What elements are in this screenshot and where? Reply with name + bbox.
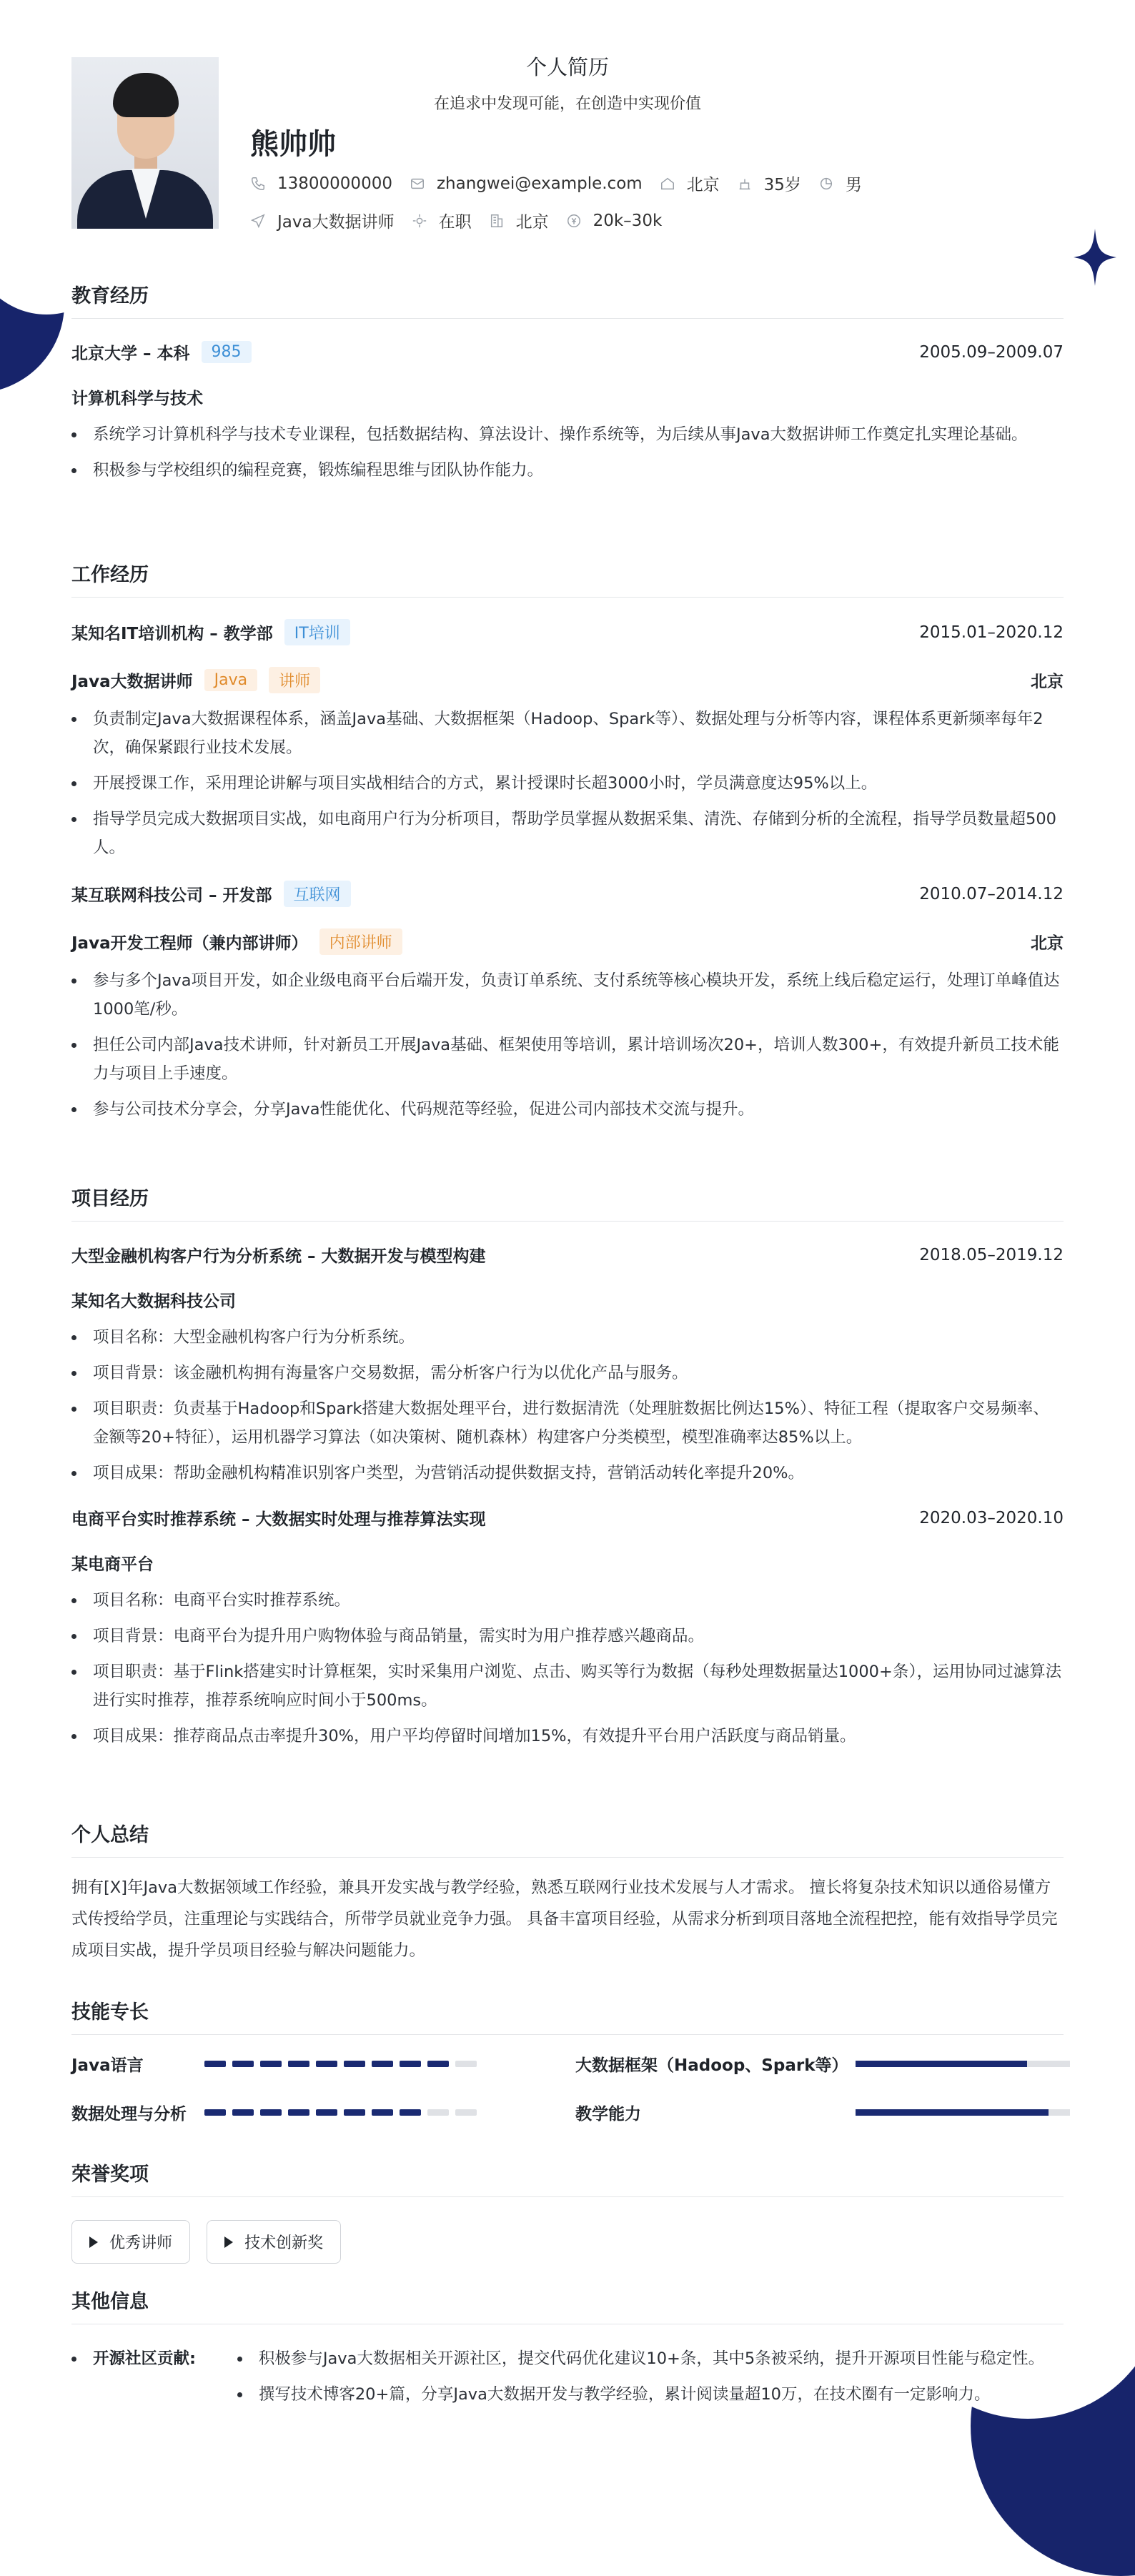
skill-level-segment [260, 2061, 282, 2067]
section-title-other: 其他信息 [71, 2286, 1064, 2324]
work-section [71, 559, 1064, 1131]
job-role-row [71, 928, 1064, 955]
target-city-item [489, 209, 549, 232]
skill-level-segment [344, 2061, 365, 2067]
mail-icon [410, 176, 425, 192]
home-icon [660, 176, 675, 192]
list-item: 开展授课工作，采用理论讲解与项目实战相结合的方式，累计授课时长超3000小时，学员满意度达95%以上。 [93, 769, 1064, 798]
triangle-icon [224, 2236, 233, 2248]
other-info-row [71, 2344, 1064, 2416]
other-bullets [233, 2344, 1064, 2416]
age-text: 35岁 [763, 176, 801, 194]
triangle-icon [89, 2236, 98, 2248]
summary-text: 拥有[X]年Java大数据领域工作经验，兼具开发实战与教学经验，熟悉互联网行业技术发展与人才需求。 擅长将复杂技术知识以通俗易懂方式传授给学员，注重理论与实践结合，所带学员就业竞争力强。 具备丰富项目经验，从需求分析到项目落地全流程把控，能有效指导学员完成项目实战，提升学员项目经验与解决问题能力。 [71, 1878, 1058, 1960]
skill-level-segment [288, 2061, 309, 2067]
job-city: 北京 [1031, 934, 1064, 953]
skill-name: 教学能力 [575, 2105, 641, 2124]
job-status-text: 在职 [438, 213, 472, 232]
skill-item [575, 2101, 1070, 2124]
other-label: 开源社区贡献: [71, 2344, 233, 2416]
email-item [410, 174, 643, 193]
award-label: 技术创新奖 [244, 2234, 324, 2252]
skill-level-segment [400, 2061, 421, 2067]
role-tag: 讲师 [269, 667, 320, 693]
section-title-awards: 荣誉奖项 [71, 2159, 1064, 2197]
project-date: 2018.05–2019.12 [919, 1245, 1064, 1264]
project-name: 大型金融机构客户行为分析系统 – 大数据开发与模型构建 [71, 1247, 486, 1266]
page-subtitle: 在追求中发现可能，在创造中实现价值 [433, 95, 701, 113]
role-tag: Java [204, 669, 257, 691]
project-bullets [71, 1586, 1064, 1750]
major-text: 计算机科学与技术 [71, 390, 203, 408]
skill-level-segment [455, 2109, 477, 2116]
education-entry-header [71, 340, 1064, 364]
skill-level-segment [316, 2061, 337, 2067]
skill-name: Java语言 [71, 2056, 144, 2075]
target-city-text: 北京 [515, 213, 549, 232]
project-org [71, 1551, 1064, 1575]
skill-item [71, 2101, 483, 2124]
project-date: 2020.03–2020.10 [919, 1508, 1064, 1527]
salary-icon [566, 213, 582, 229]
location-item [660, 172, 720, 195]
project-entry-header [71, 1506, 1064, 1530]
skill-level-segment [232, 2109, 254, 2116]
project-org-text: 某知名大数据科技公司 [71, 1292, 236, 1311]
role-tag: 内部讲师 [319, 928, 402, 955]
list-item: 系统学习计算机科学与技术专业课程，包括数据结构、算法设计、操作系统等，为后续从事Java大数据讲师工作奠定扎实理论基础。 [93, 420, 1064, 449]
skill-level-segment [204, 2109, 226, 2116]
gender-item [818, 172, 862, 195]
list-item: 参与公司技术分享会，分享Java性能优化、代码规范等经验，促进公司内部技术交流与提升。 [93, 1095, 1064, 1124]
age-item [737, 172, 801, 195]
school-name: 北京大学 – 本科 [71, 345, 190, 363]
gender-icon [818, 176, 834, 192]
list-item: 指导学员完成大数据项目实战，如电商用户行为分析项目，帮助学员掌握从数据采集、清洗、存储到分析的全流程，指导学员数量超500人。 [93, 805, 1064, 862]
major [71, 385, 1064, 409]
company-tag: 互联网 [284, 881, 351, 907]
list-item: 积极参与Java大数据相关开源社区，提交代码优化建议10+条，其中5条被采纳，提升开源项目性能与稳定性。 [259, 2344, 1064, 2373]
avatar [71, 57, 219, 229]
salary-item [566, 212, 663, 230]
job-role: Java大数据讲师 [71, 673, 193, 691]
company-name: 某互联网科技公司 – 开发部 [71, 886, 272, 905]
list-item: 撰写技术博客20+篇，分享Java大数据开发与教学经验，累计阅读量超10万，在技术圈有一定影响力。 [259, 2380, 1064, 2409]
projects-section [71, 1183, 1064, 1758]
award-chip [207, 2220, 341, 2264]
skill-level-segment [344, 2109, 365, 2116]
list-item: 项目职责：负责基于Hadoop和Spark搭建大数据处理平台，进行数据清洗（处理脏数据比例达15%）、特征工程（提取客户交易频率、金额等20+特征），运用机器学习算法（如决策树、随机森林）构建客户分类模型，模型准确率达85%以上。 [93, 1394, 1064, 1452]
salary-text: 20k–30k [593, 211, 663, 230]
send-icon [250, 213, 266, 229]
education-section [71, 280, 1064, 492]
award-label: 优秀讲师 [109, 2234, 173, 2252]
list-item: 项目名称：电商平台实时推荐系统。 [93, 1586, 1064, 1615]
skill-item [575, 2052, 1070, 2076]
skill-level-segment [372, 2109, 393, 2116]
page-title: 个人简历 [525, 55, 609, 79]
project-org [71, 1288, 1064, 1312]
phone-icon [250, 176, 266, 192]
skill-name: 大数据框架（Hadoop、Spark等） [575, 2056, 848, 2075]
skill-level-segment [372, 2061, 393, 2067]
project-org-text: 某电商平台 [71, 1555, 154, 1574]
section-title-summary: 个人总结 [71, 1819, 1064, 1858]
skill-name: 数据处理与分析 [71, 2105, 187, 2124]
skill-level-segment [260, 2109, 282, 2116]
awards-list [71, 2220, 1064, 2264]
list-item: 负责制定Java大数据课程体系，涵盖Java基础、大数据框架（Hadoop、Spark等）、数据处理与分析等内容，课程体系更新频率每年2次，确保紧跟行业技术发展。 [93, 705, 1064, 762]
list-item: 项目名称：大型金融机构客户行为分析系统。 [93, 1323, 1064, 1352]
other-section [71, 2286, 1064, 2416]
gender-text: 男 [845, 176, 862, 194]
skill-level-segment [204, 2061, 226, 2067]
skill-level-segment [455, 2061, 477, 2067]
resume-page [71, 0, 1064, 2404]
section-title-skills: 技能专长 [71, 1996, 1064, 2035]
job-entry-header [71, 881, 1064, 907]
job-entry-header [71, 619, 1064, 645]
list-item: 项目背景：该金融机构拥有海量客户交易数据，需分析客户行为以优化产品与服务。 [93, 1359, 1064, 1387]
award-chip [71, 2220, 190, 2264]
company-tag: IT培训 [284, 619, 350, 645]
awards-section [71, 2159, 1064, 2264]
job-bullets [71, 966, 1064, 1124]
target-role-item [250, 209, 395, 232]
job-date: 2010.07–2014.12 [919, 884, 1064, 903]
skill-level-bar [204, 2109, 483, 2116]
job-status-item [412, 209, 472, 232]
list-item: 参与多个Java项目开发，如企业级电商平台后端开发，负责订单系统、支付系统等核心模块开发，系统上线后稳定运行，处理订单峰值达1000笔/秒。 [93, 966, 1064, 1024]
skill-level-segment [427, 2109, 449, 2116]
section-title-work: 工作经历 [71, 559, 1064, 598]
skill-level-segment [232, 2061, 254, 2067]
company-name: 某知名IT培训机构 – 教学部 [71, 625, 273, 643]
education-bullets [71, 420, 1064, 485]
skills-section [71, 1996, 1064, 2139]
project-bullets [71, 1323, 1064, 1487]
skill-level-bar [856, 2109, 1070, 2116]
job-city: 北京 [1031, 673, 1064, 691]
age-icon [737, 176, 753, 192]
email-text: zhangwei@example.com [436, 174, 643, 193]
list-item: 项目成果：帮助金融机构精准识别客户类型，为营销活动提供数据支持，营销活动转化率提升20%。 [93, 1459, 1064, 1487]
list-item: 积极参与学校组织的编程竞赛，锻炼编程思维与团队协作能力。 [93, 456, 1064, 485]
target-role-text: Java大数据讲师 [277, 213, 395, 232]
skill-level-segment [400, 2109, 421, 2116]
job-role-row [71, 667, 1064, 693]
skill-level-segment [288, 2109, 309, 2116]
list-item: 担任公司内部Java技术讲师，针对新员工开展Java基础、框架使用等培训，累计培训场次20+，培训人数300+，有效提升新员工技术能力与项目上手速度。 [93, 1031, 1064, 1088]
job-date: 2015.01–2020.12 [919, 623, 1064, 642]
list-item: 项目背景：电商平台为提升用户购物体验与商品销量，需实时为用户推荐感兴趣商品。 [93, 1622, 1064, 1650]
education-date: 2005.09–2009.07 [919, 342, 1064, 362]
job-bullets [71, 705, 1064, 862]
skill-level-bar [856, 2061, 1070, 2067]
sparkle-icon [1074, 229, 1116, 286]
skill-level-segment [316, 2109, 337, 2116]
candidate-name: 熊帅帅 [250, 128, 336, 161]
section-title-projects: 项目经历 [71, 1183, 1064, 1222]
school-tag: 985 [202, 341, 252, 363]
project-entry-header [71, 1243, 1064, 1267]
summary-section [71, 1819, 1064, 1966]
contact-row [250, 172, 879, 195]
job-intent-row [250, 209, 679, 232]
location-text: 北京 [686, 176, 720, 194]
phone-item [250, 174, 392, 193]
resume-header [71, 0, 1064, 286]
project-name: 电商平台实时推荐系统 – 大数据实时处理与推荐算法实现 [71, 1510, 486, 1529]
list-item: 项目职责：基于Flink搭建实时计算框架，实时采集用户浏览、点击、购买等行为数据（每秒处理数据量达1000+条），运用协同过滤算法进行实时推荐，推荐系统响应时间小于500ms。 [93, 1658, 1064, 1715]
status-icon [412, 213, 427, 229]
section-title-education: 教育经历 [71, 280, 1064, 319]
list-item: 项目成果：推荐商品点击率提升30%，用户平均停留时间增加15%，有效提升平台用户活跃度与商品销量。 [93, 1722, 1064, 1750]
skill-level-bar [204, 2061, 483, 2067]
skill-level-segment [427, 2061, 449, 2067]
skill-item [71, 2052, 483, 2076]
job-role: Java开发工程师（兼内部讲师） [71, 934, 308, 953]
phone-text: 13800000000 [277, 174, 392, 193]
building-icon [489, 213, 505, 229]
